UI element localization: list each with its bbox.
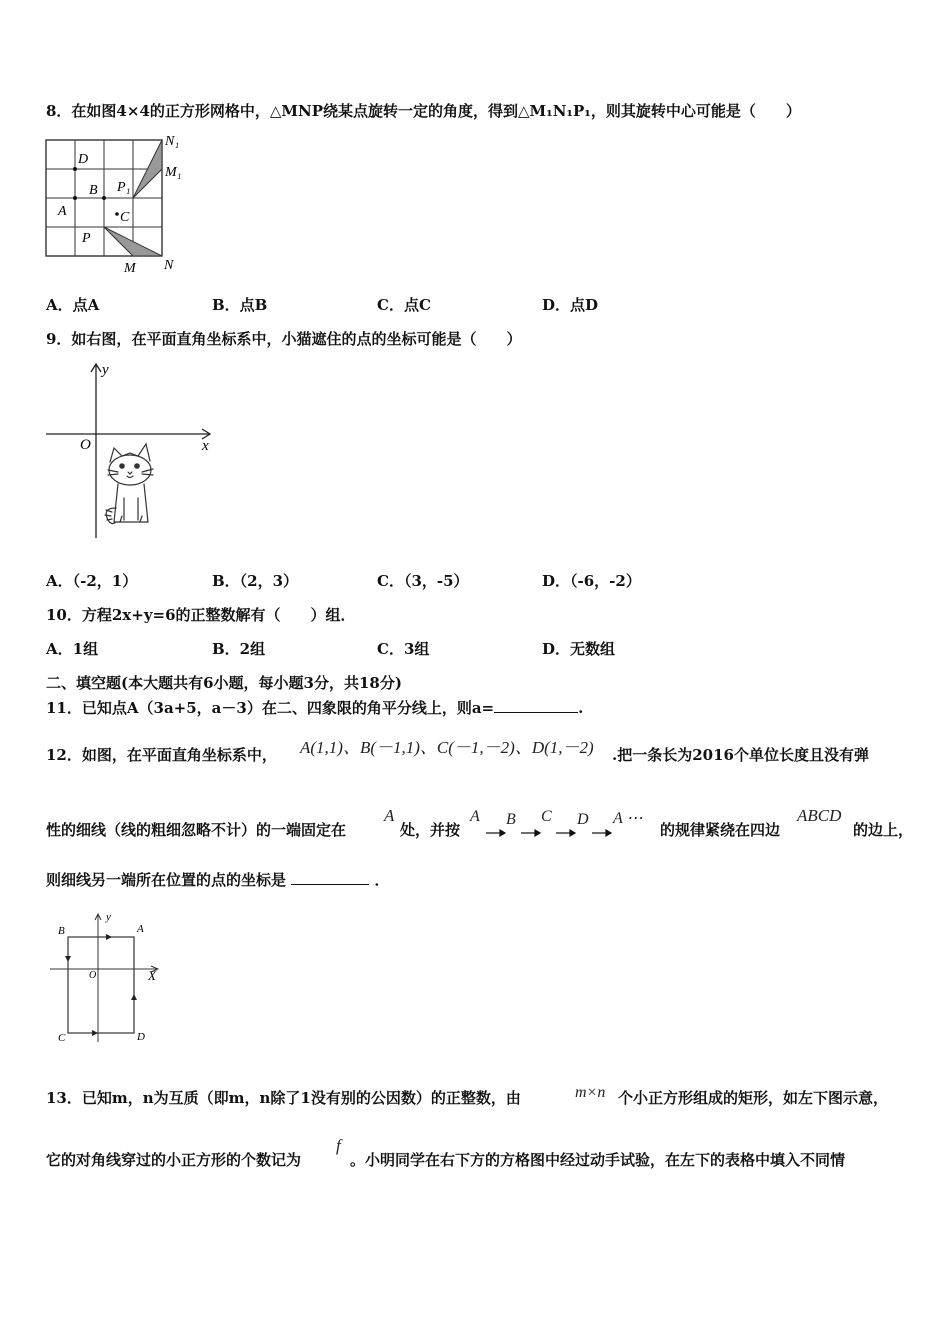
q12-line2-d: 的边上， <box>853 821 914 839</box>
q12-line2-c: 的规律紧绕在四边 <box>660 821 781 839</box>
q12-path-d: D <box>577 811 589 828</box>
q9-option-a: A．（-2，1） <box>46 572 138 590</box>
q9-option-c: C．（3，-5） <box>377 572 469 590</box>
q12-line2-b: 处，并按 <box>400 821 461 839</box>
q12-points: A(1,1)、B(－1,1)、C(－1,－2)、D(1,－2) <box>300 738 594 757</box>
q12-fig-a: A <box>137 923 144 935</box>
q13-line2-b: 。小明同学在右下方的方格图中经过动手试验，在左下的表格中填入不同情 <box>350 1151 846 1169</box>
q12-line3 <box>46 870 390 890</box>
q12-abcd: ABCD <box>797 806 842 825</box>
q8-option-a: A．点A <box>46 296 100 314</box>
q13-line1-b: 个小正方形组成的矩形，如左下图示意， <box>618 1089 889 1107</box>
q12-line3-text: 则细线另一端所在位置的点的坐标是 <box>46 871 287 889</box>
q9-label-y: y <box>102 362 109 378</box>
q13-mn: m×n <box>575 1084 606 1101</box>
q12-line1-prefix: 12．如图，在平面直角坐标系中， <box>46 746 277 764</box>
q10-option-c: C．3组 <box>377 640 430 658</box>
q8-label-m1: M₁ <box>165 165 182 180</box>
q8-option-c: C．点C <box>377 296 431 314</box>
q8-label-a: A <box>58 204 67 219</box>
q12-path-c: C <box>541 808 552 825</box>
q10-stem: 10．方程2x+y=6的正整数解有（ ）组． <box>46 606 356 624</box>
section-title: 二、填空题(本大题共有6小题，每小题3分，共18分) <box>46 674 402 692</box>
q11-after: . <box>578 699 584 717</box>
q11-text <box>46 698 583 718</box>
q12-path-a: A <box>470 808 480 825</box>
q8-label-b: B <box>89 183 98 198</box>
q12-path-b: B <box>506 811 516 828</box>
q8-option-d: D．点D <box>542 296 599 314</box>
q12-fig-d: D <box>137 1031 145 1043</box>
q10-option-d: D．无数组 <box>542 640 616 658</box>
q12-rectangle-figure <box>46 912 171 1047</box>
q9-stem: 9．如右图，在平面直角坐标系中，小猫遮住的点的坐标可能是（ ） <box>46 330 522 348</box>
q8-label-p1: P₁ <box>117 180 131 195</box>
q12-line1-suffix: .把一条长为2016个单位长度且没有弹 <box>612 746 869 764</box>
q9-option-b: B．（2，3） <box>212 572 299 590</box>
q12-fig-x: X <box>148 968 156 983</box>
q11-answer-blank <box>494 698 578 713</box>
q9-label-o: O <box>80 437 91 453</box>
q10-option-b: B．2组 <box>212 640 266 658</box>
cat-icon <box>105 444 153 524</box>
q12-fig-b: B <box>58 925 65 937</box>
q9-coordinate-figure <box>44 358 224 543</box>
q12-fig-c: C <box>58 1032 66 1044</box>
q12-line2-a: 性的细线（线的粗细忽略不计）的一端固定在 <box>46 821 347 839</box>
q12-line2-a-point: A <box>384 806 395 825</box>
q9-option-d: D．（-6，-2） <box>542 572 641 590</box>
q8-grid-figure <box>44 132 194 277</box>
q13-line1-a: 13．已知m，n为互质（即m，n除了1没有别的公因数）的正整数，由 <box>46 1089 521 1107</box>
q12-answer-blank <box>291 870 369 885</box>
q8-label-n1: N₁ <box>165 134 180 149</box>
q8-label-p: P <box>82 231 91 246</box>
q8-label-c: C <box>120 210 130 225</box>
q8-label-m: M <box>124 261 136 276</box>
q12-path-arrows <box>484 828 614 838</box>
q8-label-d: D <box>78 152 89 167</box>
q11-before: 11．已知点A（3a+5，a－3）在二、四象限的角平分线上，则a= <box>46 699 495 717</box>
q10-option-a: A．1组 <box>46 640 99 658</box>
q8-option-b: B．点B <box>212 296 268 314</box>
q8-stem: 8．在如图4×4的正方形网格中，△MNP绕某点旋转一定的角度，得到△M₁N₁P₁，则其旋转中心可能是（ ） <box>46 102 801 120</box>
q12-fig-y: y <box>106 911 111 923</box>
q13-line2-a: 它的对角线穿过的小正方形的个数记为 <box>46 1151 302 1169</box>
q13-f: f <box>336 1136 341 1155</box>
q12-path-a-end: A ⋯ <box>613 810 643 827</box>
q12-fig-o: O <box>89 970 97 981</box>
q12-line3-end: ． <box>374 871 390 889</box>
q8-label-n: N <box>164 258 174 273</box>
q9-label-x: x <box>202 438 209 454</box>
